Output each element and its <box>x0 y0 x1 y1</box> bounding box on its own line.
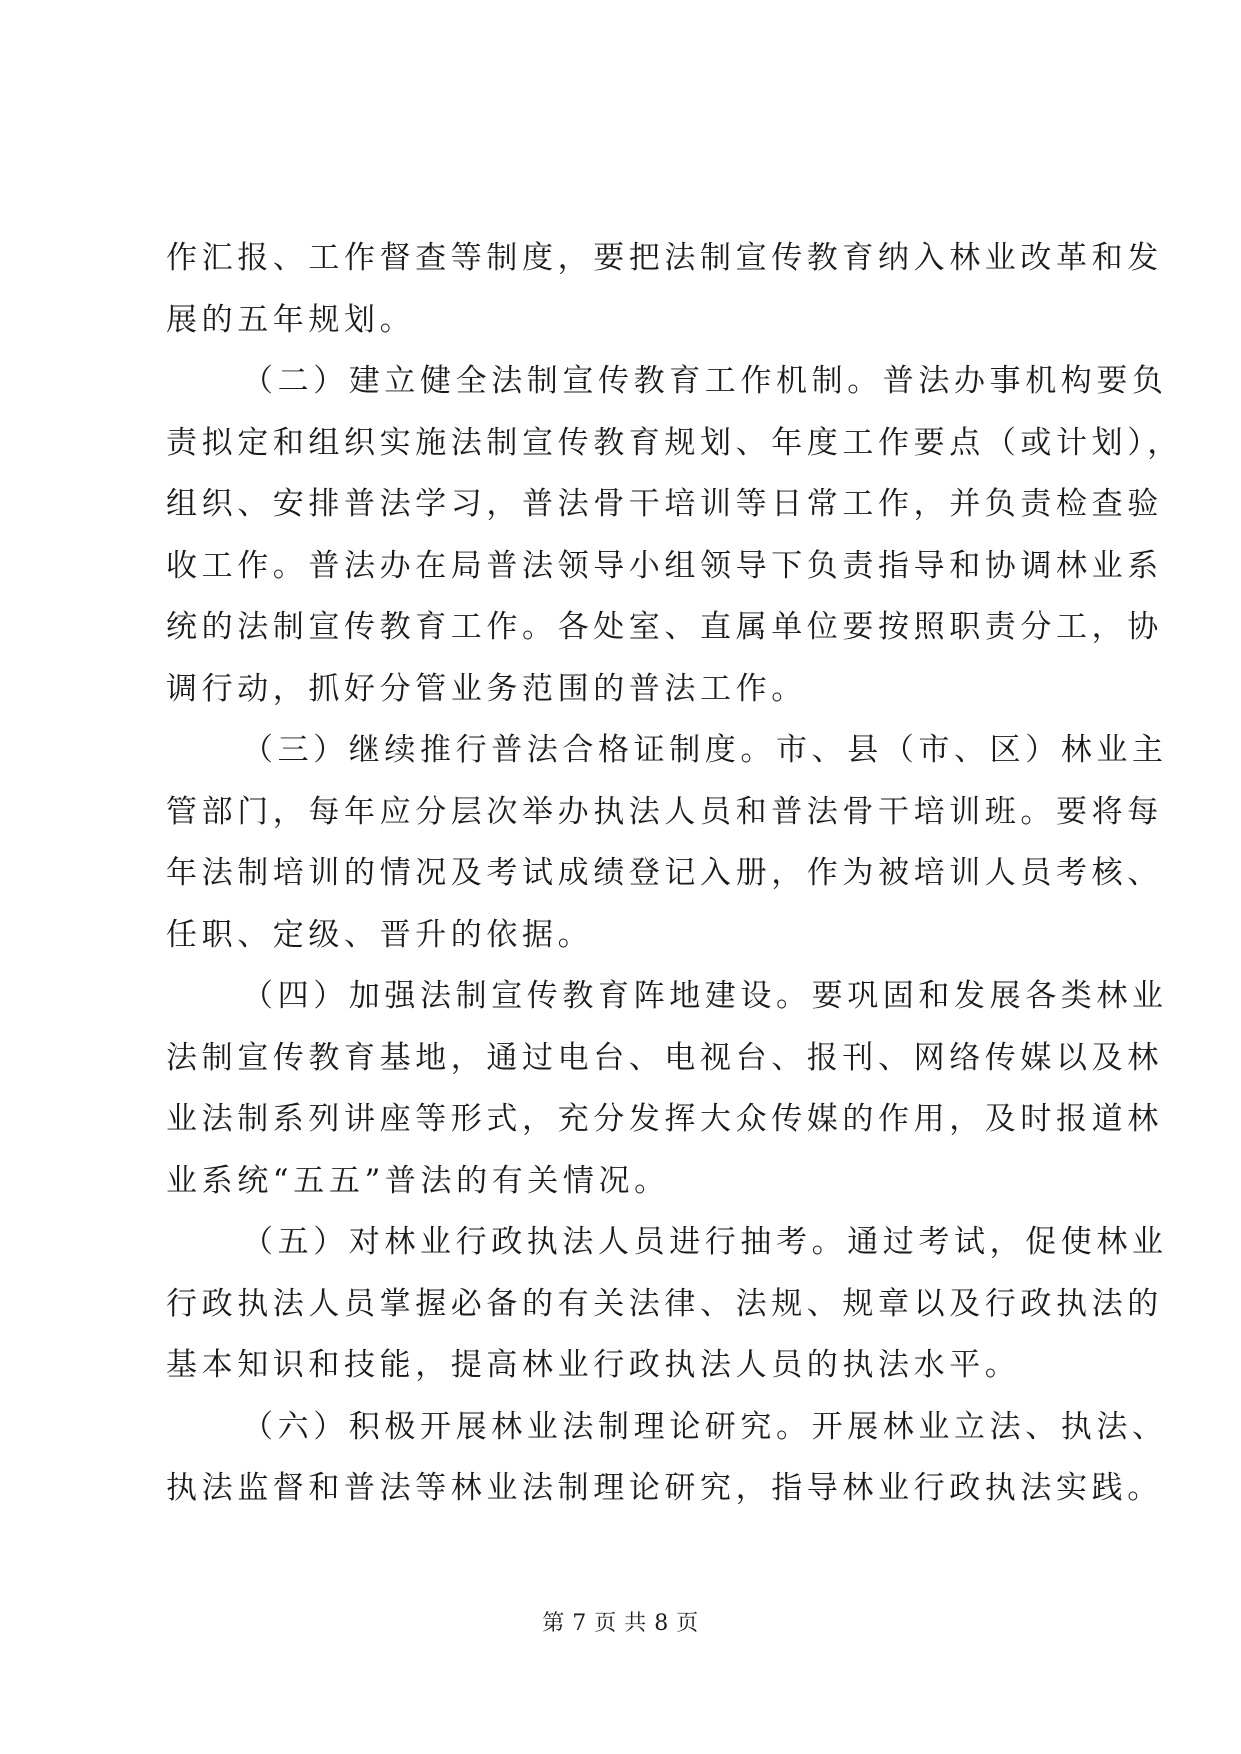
text-line: 业法制系列讲座等形式，充分发挥大众传媒的作用，及时报道林 <box>166 1101 1163 1137</box>
section-heading-line: （三）继续推行普法合格证制度。市、县（市、区）林业主 <box>242 732 1168 768</box>
text-line: 展的五年规划。 <box>166 301 416 338</box>
section-heading-line: （四）加强法制宣传教育阵地建设。要巩固和发展各类林业 <box>242 978 1168 1014</box>
section-heading-line: （二）建立健全法制宣传教育工作机制。普法办事机构要负 <box>242 363 1168 399</box>
text-line: 组织、安排普法学习，普法骨干培训等日常工作，并负责检查验 <box>166 486 1163 522</box>
text-line: 收工作。普法办在局普法领导小组领导下负责指导和协调林业系 <box>166 547 1163 584</box>
text-line: 法制宣传教育基地，通过电台、电视台、报刊、网络传媒以及林 <box>166 1039 1163 1076</box>
text-line: 任职、定级、晋升的依据。 <box>166 916 594 953</box>
text-line: 行政执法人员掌握必备的有关法律、法规、规章以及行政执法的 <box>166 1285 1163 1322</box>
text-line: 基本知识和技能，提高林业行政执法人员的执法水平。 <box>166 1347 1021 1383</box>
text-line: 统的法制宣传教育工作。各处室、直属单位要按照职责分工，协 <box>166 609 1163 645</box>
text-line: 执法监督和普法等林业法制理论研究，指导林业行政执法实践。 <box>166 1470 1163 1506</box>
section-heading-line: （六）积极开展林业法制理论研究。开展林业立法、执法、 <box>242 1408 1168 1445</box>
text-line: 年法制培训的情况及考试成绩登记入册，作为被培训人员考核、 <box>166 855 1163 891</box>
section-heading-line: （五）对林业行政执法人员进行抽考。通过考试，促使林业 <box>242 1224 1168 1260</box>
document-body <box>166 228 1183 1520</box>
text-line: 作汇报、工作督查等制度，要把法制宣传教育纳入林业改革和发 <box>166 240 1163 276</box>
text-line: 责拟定和组织实施法制宣传教育规划、年度工作要点（或计划）， <box>166 424 1183 461</box>
text-line: 管部门，每年应分层次举办执法人员和普法骨干培训班。要将每 <box>166 793 1163 830</box>
text-line: 业系统“五五”普法的有关情况。 <box>166 1162 670 1199</box>
text-line: 调行动，抓好分管业务范围的普法工作。 <box>166 670 807 707</box>
page-number-footer: 第 7 页 共 8 页 <box>542 1611 699 1636</box>
